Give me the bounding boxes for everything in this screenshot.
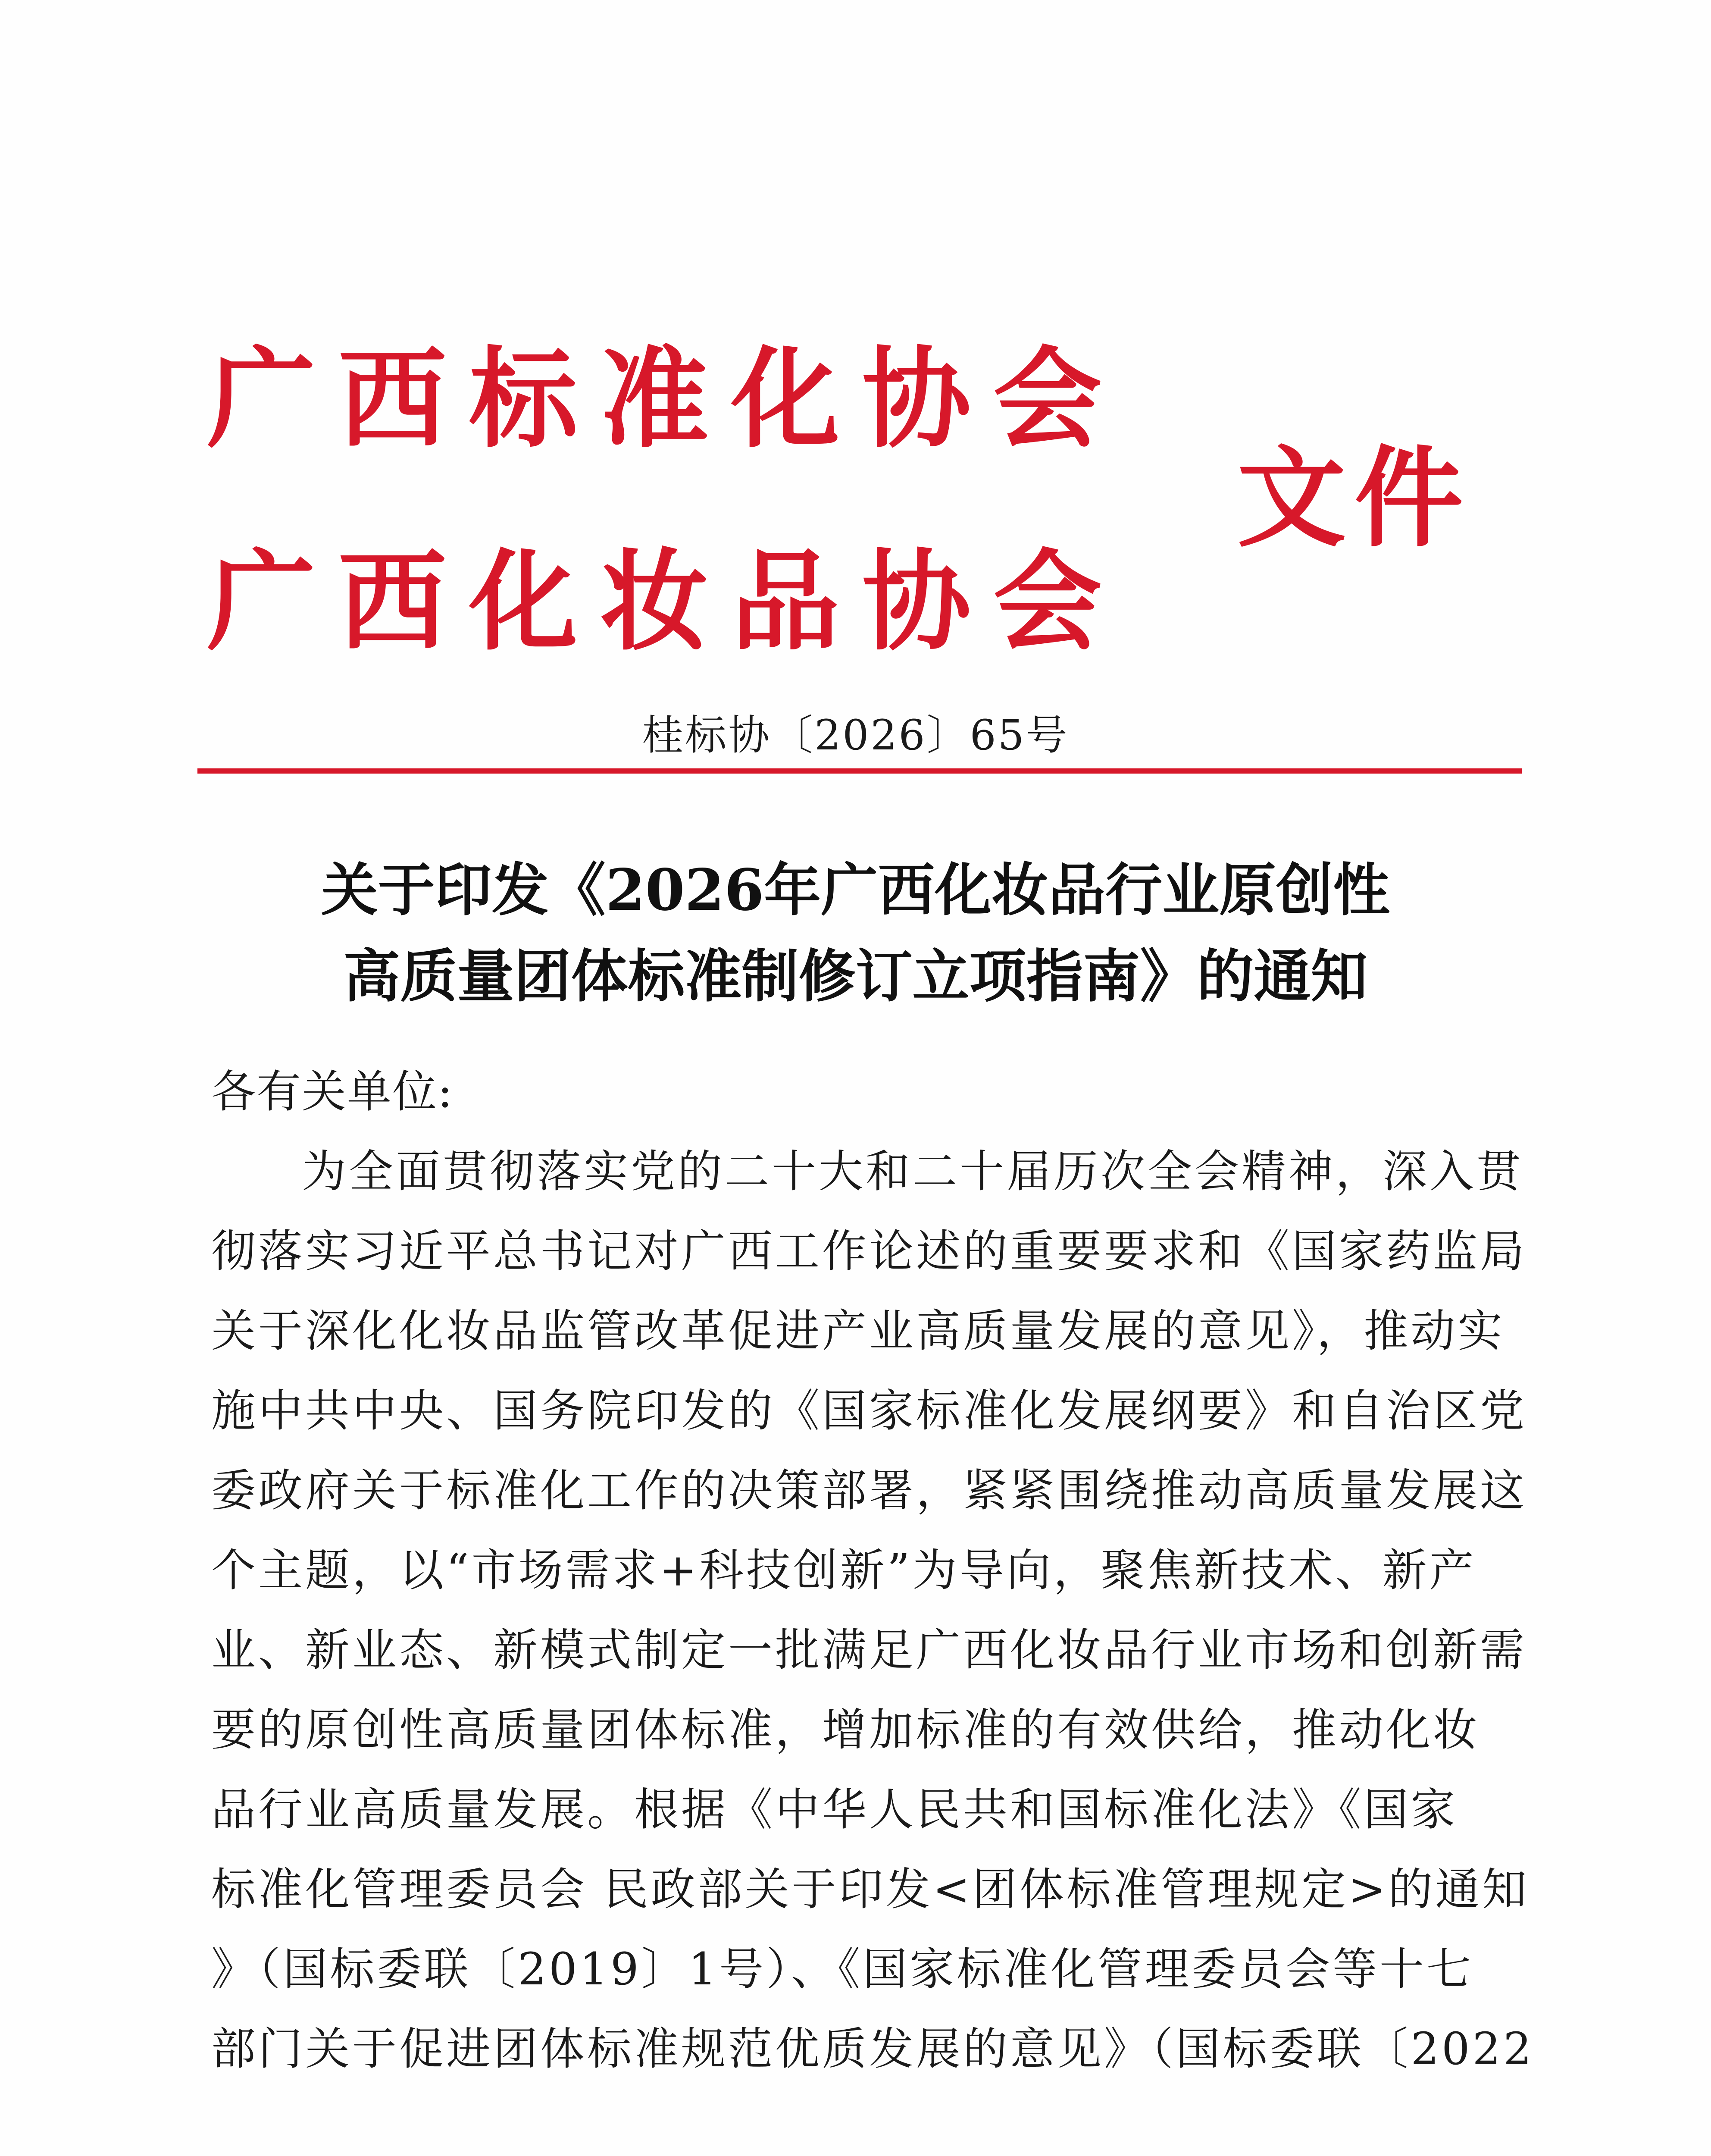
document-type-label: 文件	[1237, 434, 1472, 562]
body-line: 个主题，以“市场需求+科技创新”为导向，聚焦新技术、新产	[211, 1545, 1476, 1596]
body-line: 关于深化化妆品监管改革促进产业高质量发展的意见》，推动实	[211, 1305, 1505, 1357]
body-line: 》（国标委联〔2019〕1号）、《国家标准化管理委员会等十七	[211, 1943, 1474, 1995]
salutation: 各有关单位:	[211, 1066, 454, 1118]
document-number: 桂标协〔2026〕65号	[642, 711, 1069, 759]
body-line: 业、新业态、新模式制定一批满足广西化妆品行业市场和创新需	[211, 1624, 1527, 1676]
body-line: 施中共中央、国务院印发的《国家标准化发展纲要》和自治区党	[211, 1385, 1527, 1437]
body-line: 品行业高质量发展。根据《中华人民共和国标准化法》《国家	[211, 1784, 1458, 1836]
body-line: 彻落实习近平总书记对广西工作论述的重要要求和《国家药监局	[211, 1225, 1527, 1277]
body-line: 委政府关于标准化工作的决策部署，紧紧围绕推动高质量发展这	[211, 1465, 1527, 1517]
title-line-1: 关于印发《2026年广西化妆品行业原创性	[321, 857, 1390, 924]
body-line: 部门关于促进团体标准规范优质发展的意见》（国标委联〔2022	[211, 2023, 1534, 2075]
body-line: 要的原创性高质量团体标准，增加标准的有效供给，推动化妆	[211, 1704, 1480, 1756]
title-line-2: 高质量团体标准制修订立项指南》的通知	[343, 943, 1368, 1010]
body-line: 为全面贯彻落实党的二十大和二十届历次全会精神，深入贯	[302, 1146, 1523, 1197]
red-divider-line	[197, 768, 1522, 774]
body-line: 标准化管理委员会 民政部关于印发<团体标准管理规定>的通知	[211, 1864, 1530, 1915]
issuer-name-1: 广西标准化协会	[207, 335, 1125, 463]
document-body	[211, 1052, 1534, 2089]
issuer-name-2: 广西化妆品协会	[207, 538, 1125, 665]
